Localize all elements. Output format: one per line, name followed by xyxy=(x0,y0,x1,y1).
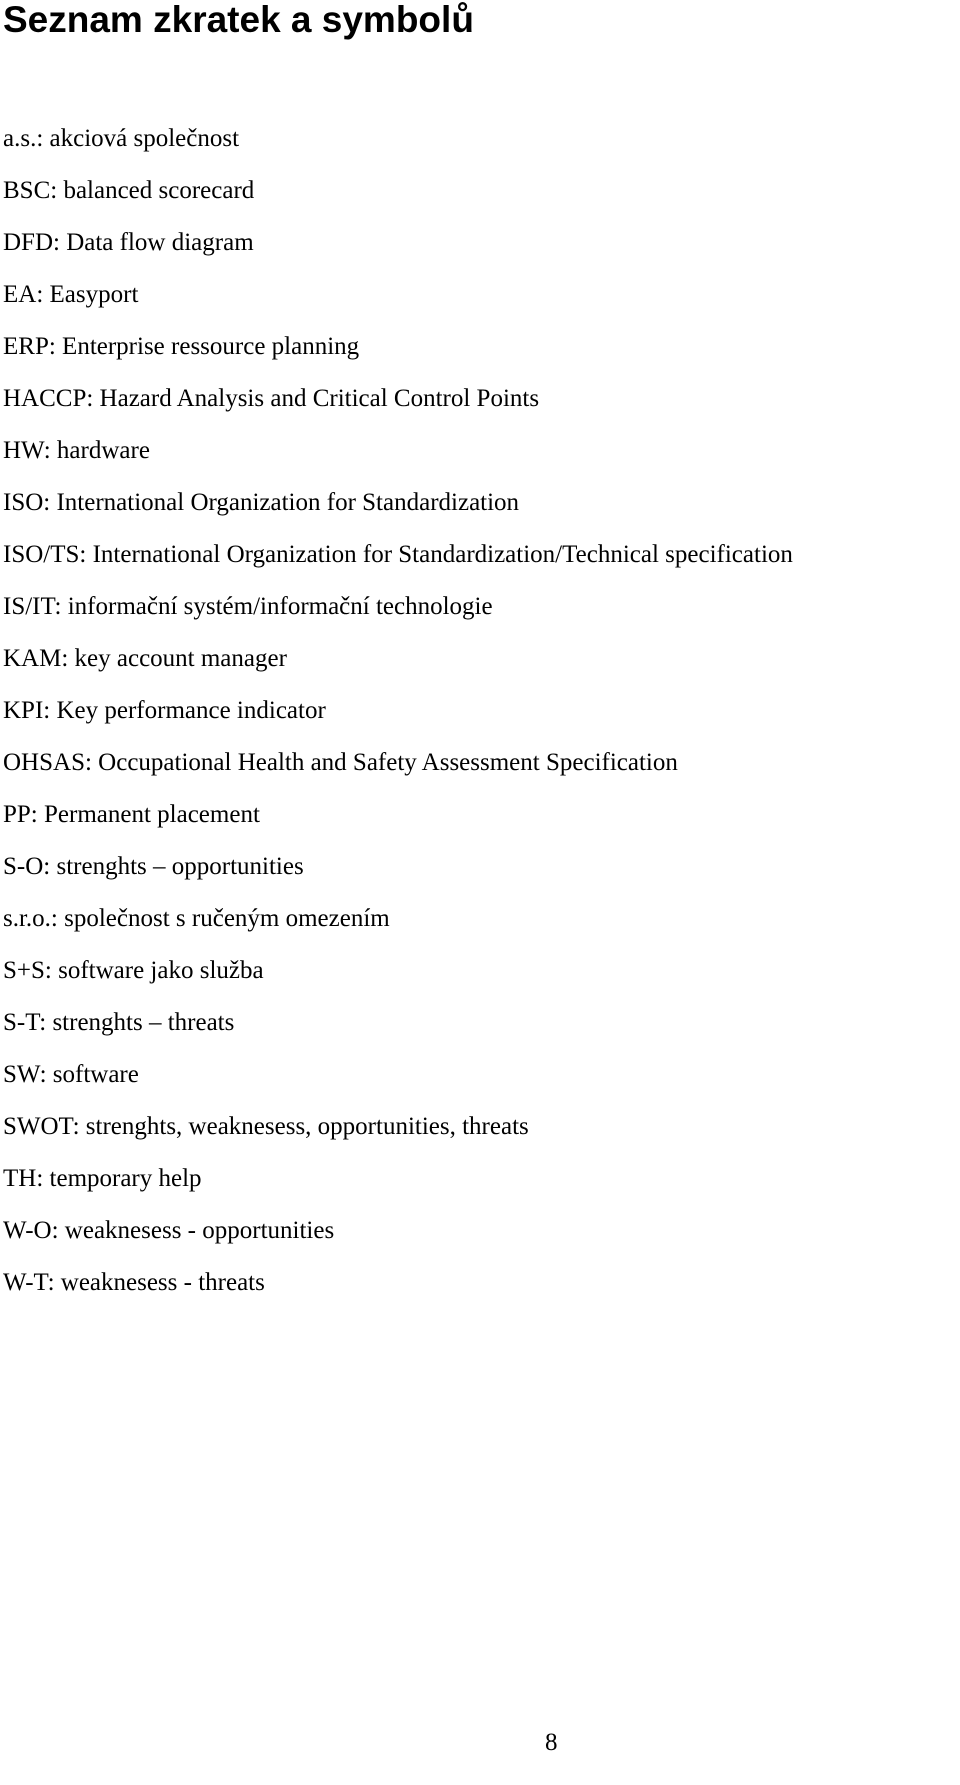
list-item: KPI: Key performance indicator xyxy=(3,697,326,724)
list-item: IS/IT: informační systém/informační technologie xyxy=(3,593,493,620)
list-item: a.s.: akciová společnost xyxy=(3,125,240,152)
list-item: BSC: balanced scorecard xyxy=(3,177,255,204)
list-item: s.r.o.: společnost s ručeným omezením xyxy=(3,905,390,932)
list-item: TH: temporary help xyxy=(3,1165,202,1192)
list-item: ERP: Enterprise ressource planning xyxy=(3,333,360,360)
page-number: 8 xyxy=(545,1729,558,1756)
list-item: HACCP: Hazard Analysis and Critical Control Points xyxy=(3,385,540,412)
list-item: S+S: software jako služba xyxy=(3,957,264,984)
list-item: SWOT: strenghts, weaknesess, opportunities, threats xyxy=(3,1113,529,1140)
list-item: HW: hardware xyxy=(3,437,150,464)
list-item: W-O: weaknesess - opportunities xyxy=(3,1217,335,1244)
page-title: Seznam zkratek a symbolů xyxy=(3,0,474,40)
list-item: S-T: strenghts – threats xyxy=(3,1009,235,1036)
abbreviation-list xyxy=(3,124,793,1320)
list-item: ISO: International Organization for Standardization xyxy=(3,489,520,516)
list-item: KAM: key account manager xyxy=(3,645,287,672)
list-item: ISO/TS: International Organization for Standardization/Technical specification xyxy=(3,541,793,568)
list-item: SW: software xyxy=(3,1061,139,1088)
list-item: DFD: Data flow diagram xyxy=(3,229,254,256)
list-item: W-T: weaknesess - threats xyxy=(3,1269,265,1296)
list-item: EA: Easyport xyxy=(3,281,139,308)
list-item: S-O: strenghts – opportunities xyxy=(3,853,304,880)
list-item: PP: Permanent placement xyxy=(3,801,260,828)
list-item: OHSAS: Occupational Health and Safety Assessment Specification xyxy=(3,749,678,776)
